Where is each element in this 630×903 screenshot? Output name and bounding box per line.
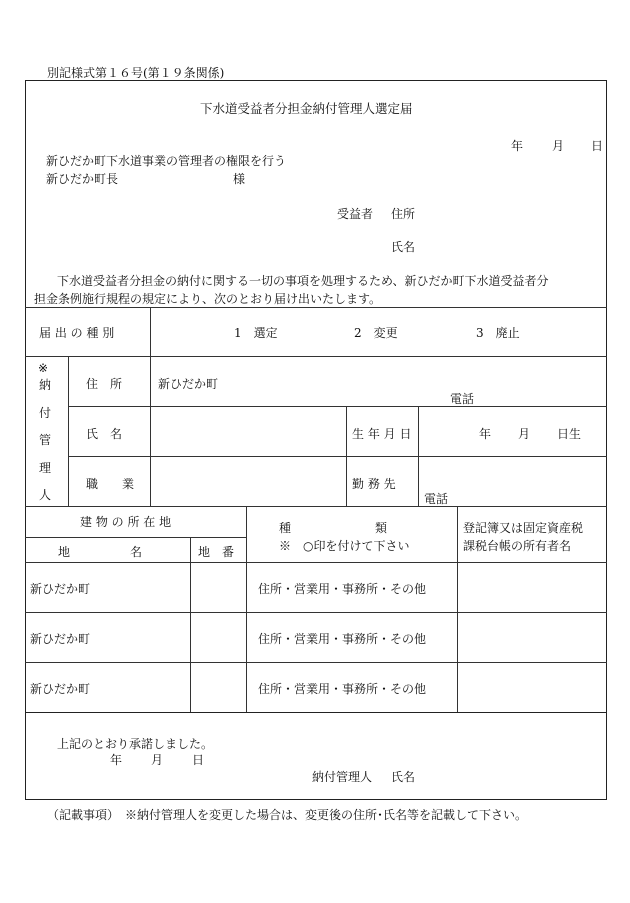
- divider-agent-row1: [68, 406, 607, 407]
- agent-birth-day: 日生: [557, 427, 582, 441]
- agent-address-label: 住 所: [86, 377, 123, 391]
- divider-building-row2: [25, 662, 607, 663]
- footer-note: （記載事項） ※納付管理人を変更した場合は、変更後の住所･氏名等を記載して下さい。: [47, 808, 528, 822]
- divider-building-bottom: [25, 712, 607, 713]
- agent-birth-month: 月: [518, 427, 531, 441]
- date-day: 日: [591, 139, 604, 153]
- agent-work-phone-label: 電話: [424, 492, 449, 506]
- date-month: 月: [552, 139, 565, 153]
- agent-address-value[interactable]: 新ひだか町: [158, 377, 219, 391]
- form-title: 下水道受益者分担金納付管理人選定届: [200, 101, 413, 116]
- owner-header-line1: 登記簿又は固定資産税: [463, 521, 584, 535]
- divider-agent-top: [25, 356, 607, 357]
- agent-side-char-2: 付: [39, 406, 52, 420]
- addressee-suffix: 様: [233, 172, 246, 186]
- agent-side-mark: ※: [38, 361, 49, 375]
- type-header-line2: ※ ○印を付けて下さい: [279, 539, 410, 553]
- applicant-label: 受益者: [337, 207, 374, 221]
- divider-building-row1: [25, 612, 607, 613]
- type-option-select[interactable]: 1 選定: [234, 326, 278, 340]
- building-row-2-place[interactable]: 新ひだか町: [30, 632, 91, 646]
- building-row-1-place[interactable]: 新ひだか町: [30, 582, 91, 596]
- building-row-3-place[interactable]: 新ひだか町: [30, 682, 91, 696]
- consent-year: 年: [110, 753, 123, 767]
- building-row-3-type[interactable]: 住所・営業用・事務所・その他: [258, 682, 427, 696]
- location-header: 建 物 の 所 在 地: [80, 515, 172, 529]
- agent-birth-label: 生 年 月 日: [352, 427, 412, 441]
- divider-type-top: [25, 307, 607, 308]
- consent-month: 月: [151, 753, 164, 767]
- date-year: 年: [511, 139, 524, 153]
- body-text-line2: 担金条例施行規程の規定により、次のとおり届け出いたします。: [34, 292, 382, 306]
- type-option-abolish[interactable]: 3 廃止: [476, 326, 520, 340]
- applicant-name-label: 氏名: [391, 240, 416, 254]
- divider-agent-row2: [68, 456, 607, 457]
- applicant-address-label: 住所: [391, 207, 416, 221]
- divider-agent-mid: [346, 406, 347, 506]
- type-label: 届 出 の 種 別: [39, 326, 115, 340]
- agent-workplace-label: 勤 務 先: [352, 477, 396, 491]
- divider-agent-mid2: [418, 406, 419, 506]
- divider-lot: [190, 537, 191, 712]
- divider-location-sub: [25, 537, 246, 538]
- addressee-line1: 新ひだか町下水道事業の管理者の権限を行う: [46, 154, 287, 168]
- agent-phone-label: 電話: [450, 392, 475, 406]
- building-row-1-type[interactable]: 住所・営業用・事務所・その他: [258, 582, 427, 596]
- divider-agent-label: [150, 356, 151, 506]
- agent-birth-year: 年: [479, 427, 492, 441]
- lot-header: 地 番: [198, 545, 235, 559]
- place-header: 地 名: [58, 545, 143, 559]
- divider-building-type: [246, 506, 247, 712]
- consent-day: 日: [192, 753, 205, 767]
- agent-name-label: 氏 名: [86, 427, 123, 441]
- consent-name-label: 氏名: [391, 770, 416, 784]
- consent-text: 上記のとおり承諾しました。: [57, 737, 214, 751]
- building-row-2-type[interactable]: 住所・営業用・事務所・その他: [258, 632, 427, 646]
- agent-job-label: 職 業: [86, 477, 135, 491]
- divider-building-top: [25, 506, 607, 507]
- divider-building-owner: [457, 506, 458, 712]
- agent-side-char-3: 管: [39, 433, 52, 447]
- divider-building-header-bottom: [25, 562, 607, 563]
- addressee-line2: 新ひだか町長: [46, 172, 119, 186]
- consent-agent-label: 納付管理人: [312, 770, 373, 784]
- body-text-line1: 下水道受益者分担金の納付に関する一切の事項を処理するため、新ひだか町下水道受益者分: [57, 274, 549, 288]
- agent-side-char-5: 人: [39, 488, 52, 502]
- type-option-change[interactable]: 2 変更: [354, 326, 398, 340]
- type-header-line1: 種 類: [279, 521, 388, 535]
- agent-side-char-4: 理: [39, 461, 52, 475]
- form-code: 別記様式第１６号(第１９条関係): [47, 66, 225, 80]
- divider-agent-side: [68, 356, 69, 506]
- owner-header-line2: 課税台帳の所有者名: [463, 539, 572, 553]
- agent-side-char-1: 納: [39, 378, 52, 392]
- divider-type-label: [150, 307, 151, 356]
